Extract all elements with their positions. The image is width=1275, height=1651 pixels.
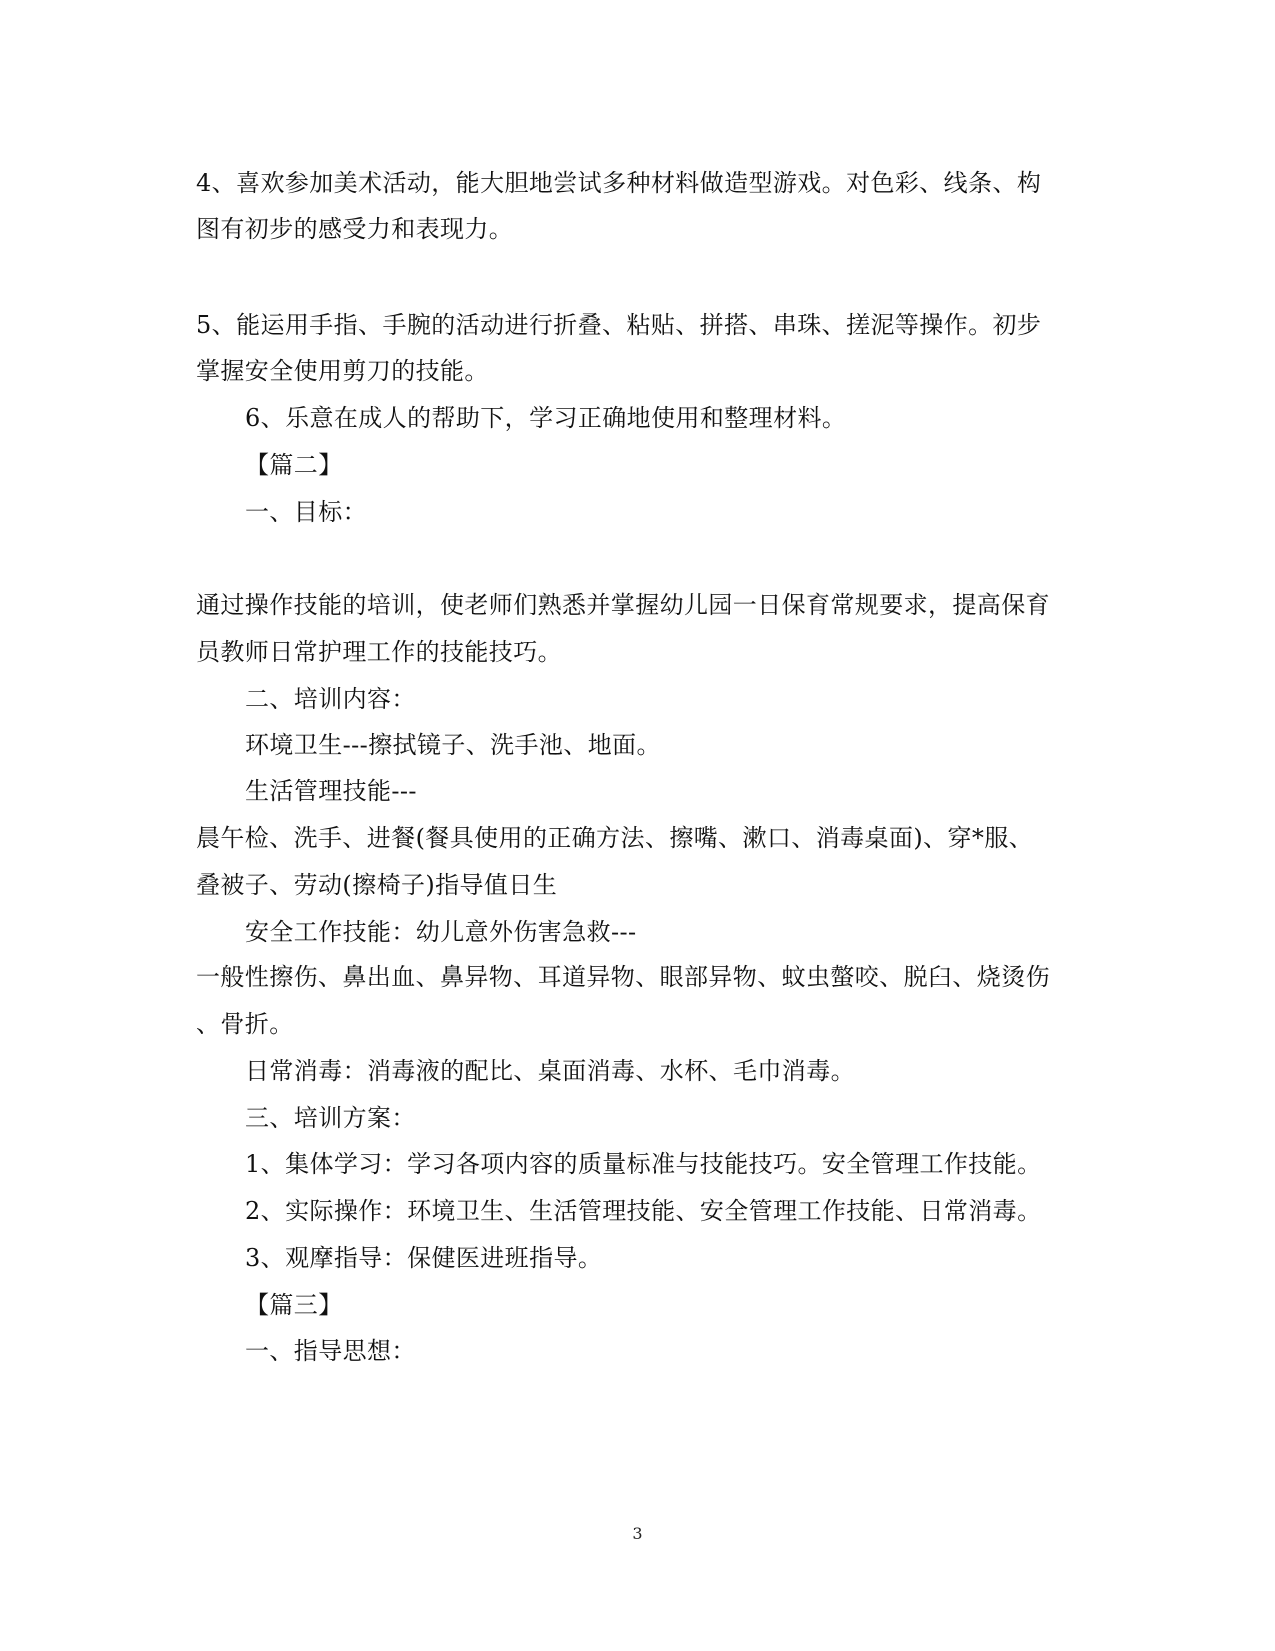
paragraph-line: 4、喜欢参加美术活动，能大胆地尝试多种材料做造型游戏。对色彩、线条、构	[196, 169, 1042, 197]
paragraph-line: 通过操作技能的培训，使老师们熟悉并掌握幼儿园一日保育常规要求，提高保育	[196, 591, 1050, 619]
subsection-heading: 三、培训方案：	[245, 1104, 416, 1132]
paragraph-line: 生活管理技能---	[245, 777, 417, 805]
paragraph-line: 一般性擦伤、鼻出血、鼻异物、耳道异物、眼部异物、蚊虫螫咬、脱臼、烧烫伤	[196, 963, 1050, 991]
paragraph-line: 、骨折。	[196, 1010, 294, 1038]
subsection-heading: 二、培训内容：	[245, 685, 416, 713]
paragraph-line: 晨午检、洗手、进餐(餐具使用的正确方法、擦嘴、漱口、消毒桌面)、穿*服、	[196, 824, 1034, 852]
list-item: 2、实际操作：环境卫生、生活管理技能、安全管理工作技能、日常消毒。	[245, 1197, 1042, 1225]
paragraph-line: 6、乐意在成人的帮助下，学习正确地使用和整理材料。	[245, 404, 847, 432]
paragraph-line: 掌握安全使用剪刀的技能。	[196, 357, 489, 385]
section-heading: 【篇三】	[245, 1291, 343, 1319]
paragraph-line: 员教师日常护理工作的技能技巧。	[196, 638, 562, 666]
list-item: 1、集体学习：学习各项内容的质量标准与技能技巧。安全管理工作技能。	[245, 1150, 1042, 1178]
paragraph-line: 环境卫生---擦拭镜子、洗手池、地面。	[245, 731, 661, 759]
paragraph-line: 叠被子、劳动(擦椅子)指导值日生	[196, 871, 558, 899]
subsection-heading: 一、目标：	[245, 498, 367, 526]
paragraph-line: 图有初步的感受力和表现力。	[196, 215, 514, 243]
section-heading: 【篇二】	[245, 451, 343, 479]
paragraph-line: 日常消毒：消毒液的配比、桌面消毒、水杯、毛巾消毒。	[245, 1057, 855, 1085]
subsection-heading: 一、指导思想：	[245, 1337, 416, 1365]
paragraph-line: 安全工作技能：幼儿意外伤害急救---	[245, 918, 637, 946]
paragraph-line: 5、能运用手指、手腕的活动进行折叠、粘贴、拼搭、串珠、搓泥等操作。初步	[196, 311, 1042, 339]
list-item: 3、观摩指导：保健医进班指导。	[245, 1244, 603, 1272]
page-number: 3	[632, 1524, 643, 1543]
